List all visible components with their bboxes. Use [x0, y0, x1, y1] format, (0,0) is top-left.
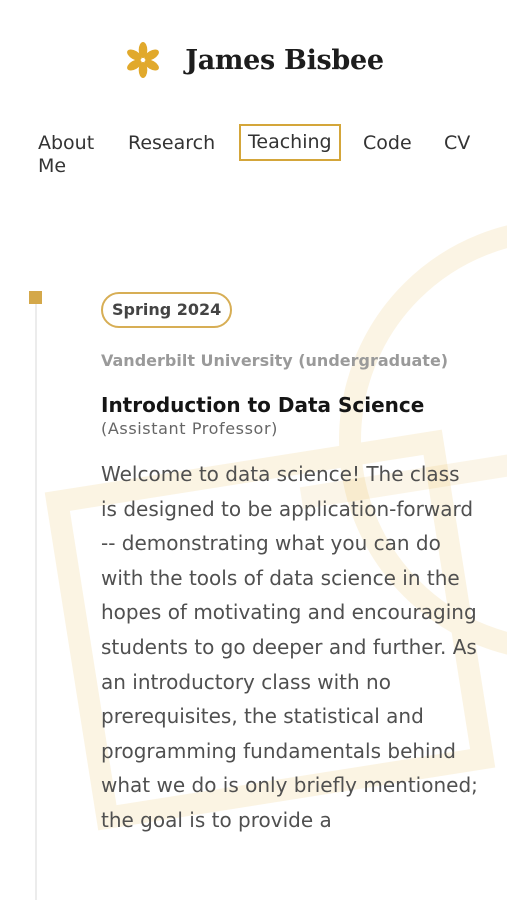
- role: (Assistant Professor): [101, 419, 278, 438]
- nav-item-cv[interactable]: CV: [444, 132, 471, 154]
- institution: Vanderbilt University (undergraduate): [101, 351, 449, 370]
- nav-item-about-me[interactable]: About Me: [38, 132, 95, 177]
- nav-item-code[interactable]: Code: [363, 132, 412, 154]
- main-nav: [38, 124, 488, 184]
- site-title[interactable]: James Bisbee: [185, 44, 384, 76]
- course-description: Welcome to data science! The class is designed to be application-forward -- demonstrating what you can do with the tools of data science in the hopes of motivating and encouraging students to go deeper and further. As an introductory class with no prerequisites, the statistical and programming fundamentals behind what we do is only briefly mentioned; the goal is to provide a: [101, 462, 478, 832]
- nav-item-teaching[interactable]: Teaching: [239, 124, 341, 161]
- timeline-line: [35, 302, 37, 900]
- teaching-entry: [101, 292, 481, 838]
- course-title: Introduction to Data Science: [101, 393, 425, 417]
- term-badge: Spring 2024: [101, 292, 232, 328]
- asterisk-flower-icon[interactable]: [123, 40, 163, 80]
- timeline-marker: [29, 291, 42, 304]
- nav-item-research[interactable]: Research: [128, 132, 216, 154]
- site-header: [0, 40, 507, 80]
